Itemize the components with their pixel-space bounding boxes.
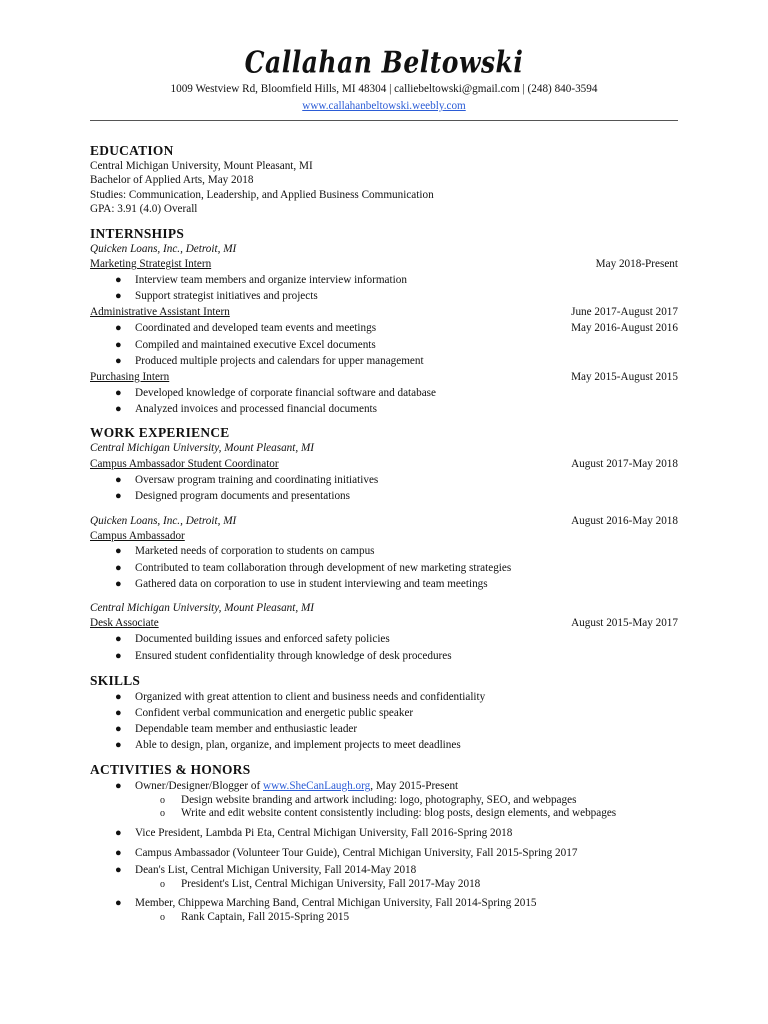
skills-list [90,689,678,754]
list-item [90,911,678,924]
bullet-text: Dean's List, Central Michigan University, Fall 2014-May 2018 [135,863,417,876]
list-item [90,794,678,807]
bullet-text: Analyzed invoices and processed financial documents [135,403,378,416]
list-item [90,272,678,288]
bullet-icon: ● [115,633,122,646]
internship-role-row [90,256,678,272]
job-role: Campus Ambassador [90,530,185,543]
bullet-text: Write and edit website content consistently including: blog posts, design elements, and webpages [181,806,617,819]
owner-sub-list [90,794,678,820]
list-item [90,844,678,862]
job-role: Desk Associate [90,617,159,630]
list-item [90,862,678,878]
education-degree: Bachelor of Applied Arts, May 2018 [90,174,254,187]
spacer [90,504,678,513]
bullet-icon: ● [115,273,122,286]
bullet-icon: ● [115,739,122,752]
education-heading: EDUCATION [90,143,174,158]
list-item [90,488,678,504]
bullet-text: Campus Ambassador (Volunteer Tour Guide), Central Michigan University, Fall 2015-Spring 2017 [135,846,578,859]
bullet-icon: ● [115,473,122,486]
job-date: August 2015-May 2017 [571,617,678,630]
list-item [90,878,678,891]
list-item [90,721,678,737]
bullet-icon: ● [115,386,122,399]
list-item [90,560,678,576]
bullet-icon: ● [115,489,122,502]
internship-role: Purchasing Intern [90,370,170,383]
bullet-text: Confident verbal communication and energetic public speaker [135,706,414,719]
bullet-text: Contributed to team collaboration through development of new marketing strategies [135,561,512,574]
job-role-row [90,615,678,631]
bullet-icon: ● [115,690,122,703]
bullet-text: Coordinated and developed team events and meetings [135,322,377,335]
circle-bullet-icon: o [160,794,165,806]
bullet-icon: ● [115,846,122,859]
bullet-text: Able to design, plan, organize, and implement projects to meet deadlines [135,739,461,752]
list-item [90,385,678,401]
circle-bullet-icon: o [160,807,165,819]
circle-bullet-icon: o [160,912,165,924]
bullet-text: Ensured student confidentiality through knowledge of desk procedures [135,649,452,662]
bullet-icon: ● [115,561,122,574]
internship-role-row [90,369,678,385]
bullet-icon: ● [115,649,122,662]
resume-header [0,44,768,114]
bullet-text: Documented building issues and enforced safety policies [135,633,390,646]
work-heading: WORK EXPERIENCE [90,425,230,441]
list-item [90,807,678,820]
education-studies: Studies: Communication, Leadership, and Applied Business Communication [90,188,434,201]
job-bullets [90,543,678,592]
list-item [90,320,678,336]
list-item [90,705,678,721]
contact-line: 1009 Westview Rd, Bloomfield Hills, MI 48304 | calliebeltowski@gmail.com | (248) 840-3594 [170,83,598,95]
list-item [90,337,678,353]
list-item [90,401,678,417]
bullet-text: Organized with great attention to client and business needs and confidentiality [135,690,486,703]
bullet-icon: ● [115,545,122,558]
internship-role-row [90,304,678,320]
internship-date: May 2015-August 2015 [571,370,678,383]
bullet-text: Member, Chippewa Marching Band, Central Michigan University, Fall 2014-Spring 2015 [135,896,537,909]
activities-list [90,823,678,878]
bullet-icon: ● [115,706,122,719]
band-sub-list [90,911,678,924]
bullet-text: Developed knowledge of corporate financial software and database [135,386,436,399]
bullet-icon: ● [115,354,122,367]
internships-heading: INTERNSHIPS [90,225,185,241]
list-item [90,472,678,488]
bullet-text: Interview team members and organize interview information [135,273,407,286]
internship-role: Administrative Assistant Intern [90,306,230,319]
list-item [90,689,678,705]
list-item [90,737,678,753]
deans-sub-list [90,878,678,891]
list-item [90,288,678,304]
job-org: Quicken Loans, Inc., Detroit, MI [90,515,237,528]
candidate-name: Callahan Beltowski [244,45,524,80]
job-bullets [90,631,678,663]
skills-heading: SKILLS [90,672,141,688]
bullet-text: Design website branding and artwork including: logo, photography, SEO, and webpages [181,793,577,806]
list-item [90,778,678,794]
list-item [90,631,678,647]
list-item [90,823,678,844]
job-org-row [90,513,678,529]
job-org: Central Michigan University, Mount Pleasant, MI [90,442,315,455]
internship-date: June 2017-August 2017 [571,306,678,319]
bullet-icon: ● [115,779,122,792]
job-role: Campus Ambassador Student Coordinator [90,457,279,470]
bullet-text: Owner/Designer/Blogger of [135,779,264,792]
bullet-text: Oversaw program training and coordinating initiatives [135,473,379,486]
circle-bullet-icon: o [160,878,165,890]
internship-org: Quicken Loans, Inc., Detroit, MI [90,242,237,255]
bullet-icon: ● [115,863,122,876]
bullet-icon: ● [115,577,122,590]
activities-list [90,778,678,794]
spacer [90,592,678,601]
bullet-text: Vice President, Lambda Pi Eta, Central Michigan University, Fall 2016-Spring 2018 [135,826,513,839]
internship-role: Marketing Strategist Intern [90,257,212,270]
bullet-text: Gathered data on corporation to use in student interviewing and team meetings [135,577,488,590]
bullet-text: President's List, Central Michigan University, Fall 2017-May 2018 [181,877,481,890]
bullet-icon: ● [115,896,122,909]
list-item [90,576,678,592]
bullet-icon: ● [115,290,122,303]
job-date: August 2016-May 2018 [571,515,678,528]
job-org: Central Michigan University, Mount Pleasant, MI [90,601,315,614]
bullet-text: Produced multiple projects and calendars for upper management [135,354,424,367]
bullet-text: Rank Captain, Fall 2015-Spring 2015 [181,911,350,924]
bullet-text: , May 2015-Present [370,779,459,792]
resume-content [90,136,678,924]
list-item [90,648,678,664]
job-role-row [90,529,678,543]
bullet-text: Marketed needs of corporation to students on campus [135,545,375,558]
header-divider [90,120,678,121]
list-item [90,543,678,559]
bullet-icon: ● [115,322,122,335]
education-school: Central Michigan University, Mount Pleasant, MI [90,160,313,172]
bullet-icon: ● [115,338,122,351]
bullet-text: Dependable team member and enthusiastic leader [135,723,358,736]
website-link[interactable]: www.callahanbeltowski.weebly.com [302,100,466,112]
internship-bullets [90,272,678,304]
list-item [90,353,678,369]
bullet-text: Designed program documents and presentations [135,489,350,502]
internship-bullets [90,320,678,369]
education-gpa: GPA: 3.91 (4.0) Overall [90,203,198,216]
bullet-text: Compiled and maintained executive Excel documents [135,338,376,351]
activities-list [90,895,678,911]
bullet-icon: ● [115,403,122,416]
job-bullets [90,472,678,504]
job-date: August 2017-May 2018 [571,457,678,470]
list-item [90,895,678,911]
activities-heading: ACTIVITIES & HONORS [90,761,251,777]
bullet-text: Support strategist initiatives and projects [135,290,318,303]
internship-bullets [90,385,678,417]
job-role-row [90,456,678,472]
bullet-icon: ● [115,826,122,839]
bullet-date: May 2016-August 2016 [571,322,678,335]
internship-date: May 2018-Present [595,257,678,270]
shecanlaugh-link[interactable]: www.SheCanLaugh.org [263,779,371,792]
bullet-icon: ● [115,723,122,736]
